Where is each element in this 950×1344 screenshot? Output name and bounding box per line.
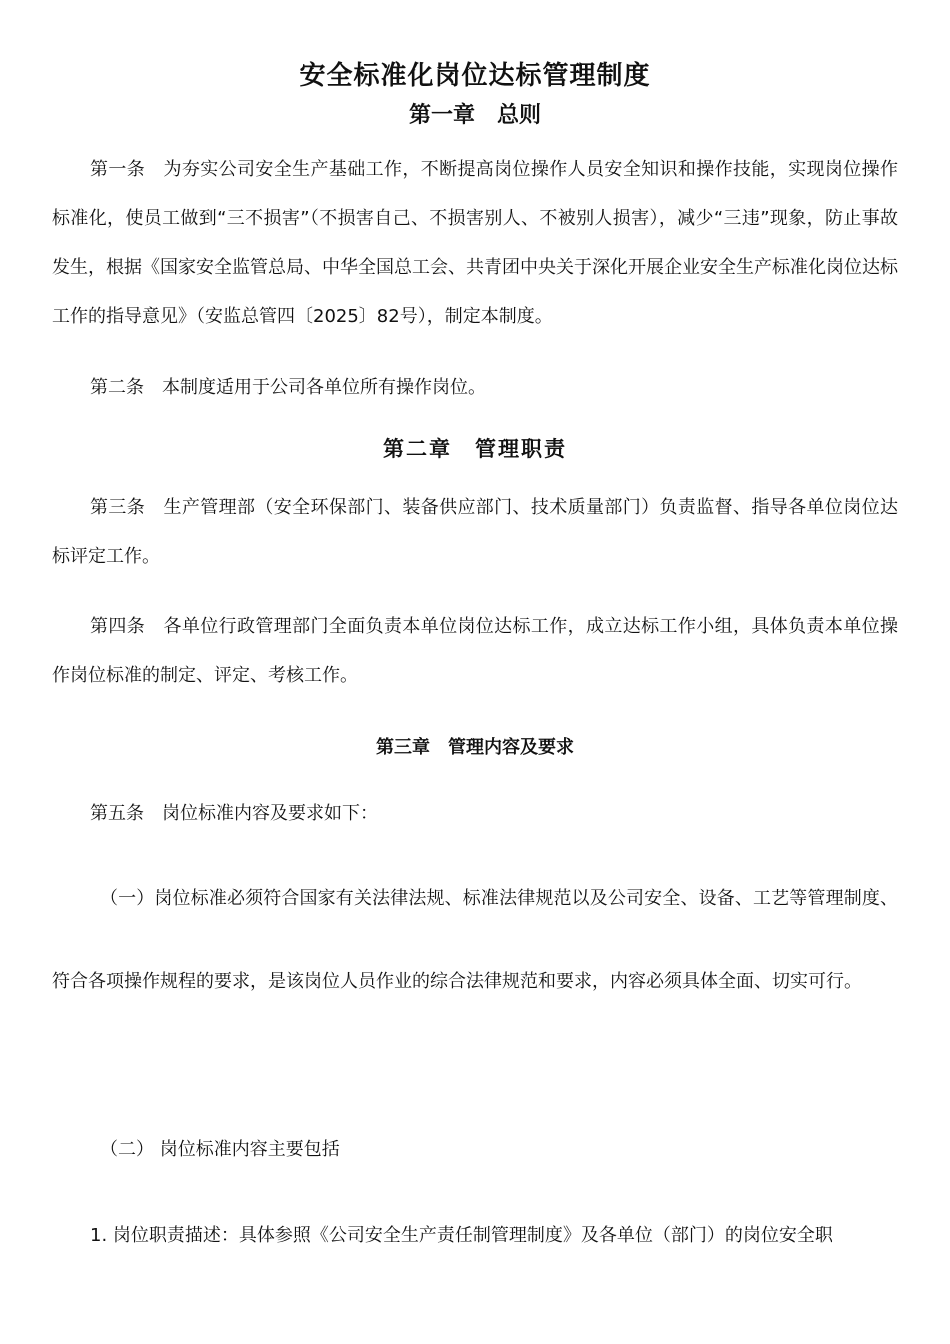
chapter-3-heading: 第三章 管理内容及要求 (376, 737, 574, 758)
article-5: 第五条 岗位标准内容及要求如下： (90, 803, 378, 824)
article-3: 第三条 生产管理部（安全环保部门、装备供应部门、技术质量部门）负责监督、指导各单位岗位达标评定工作。 (52, 497, 898, 567)
item-1: （一）岗位标准必须符合国家有关法律法规、标准法律规范以及公司安全、设备、工艺等管理制度、符合各项操作规程的要求，是该岗位人员作业的综合法律规范和要求，内容必须具体全面、切实可行。 (52, 888, 898, 992)
sub-item-1: 1. 岗位职责描述：具体参照《公司安全生产责任制管理制度》及各单位（部门）的岗位安全职 (90, 1225, 833, 1246)
item-2: （二） 岗位标准内容主要包括 (100, 1139, 340, 1160)
chapter-1-heading: 第一章 总则 (408, 103, 541, 128)
article-1: 第一条 为夯实公司安全生产基础工作，不断提高岗位操作人员安全知识和操作技能，实现岗位操作标准化，使员工做到“三不损害”（不损害自己、不损害别人、不被别人损害），减少“三违”现象，防止事故发生，根据《国家安全监管总局、中华全国总工会、共青团中央关于深化开展企业安全生产标准化岗位达标工作的指导意见》（安监总管四〔2025〕82号），制定本制度。 (52, 159, 898, 327)
document-title: 安全标准化岗位达标管理制度 (299, 61, 651, 91)
article-4: 第四条 各单位行政管理部门全面负责本单位岗位达标工作，成立达标工作小组，具体负责本单位操作岗位标准的制定、评定、考核工作。 (52, 616, 898, 686)
article-2: 第二条 本制度适用于公司各单位所有操作岗位。 (90, 377, 486, 398)
chapter-2-heading: 第二章 管理职责 (383, 437, 567, 461)
